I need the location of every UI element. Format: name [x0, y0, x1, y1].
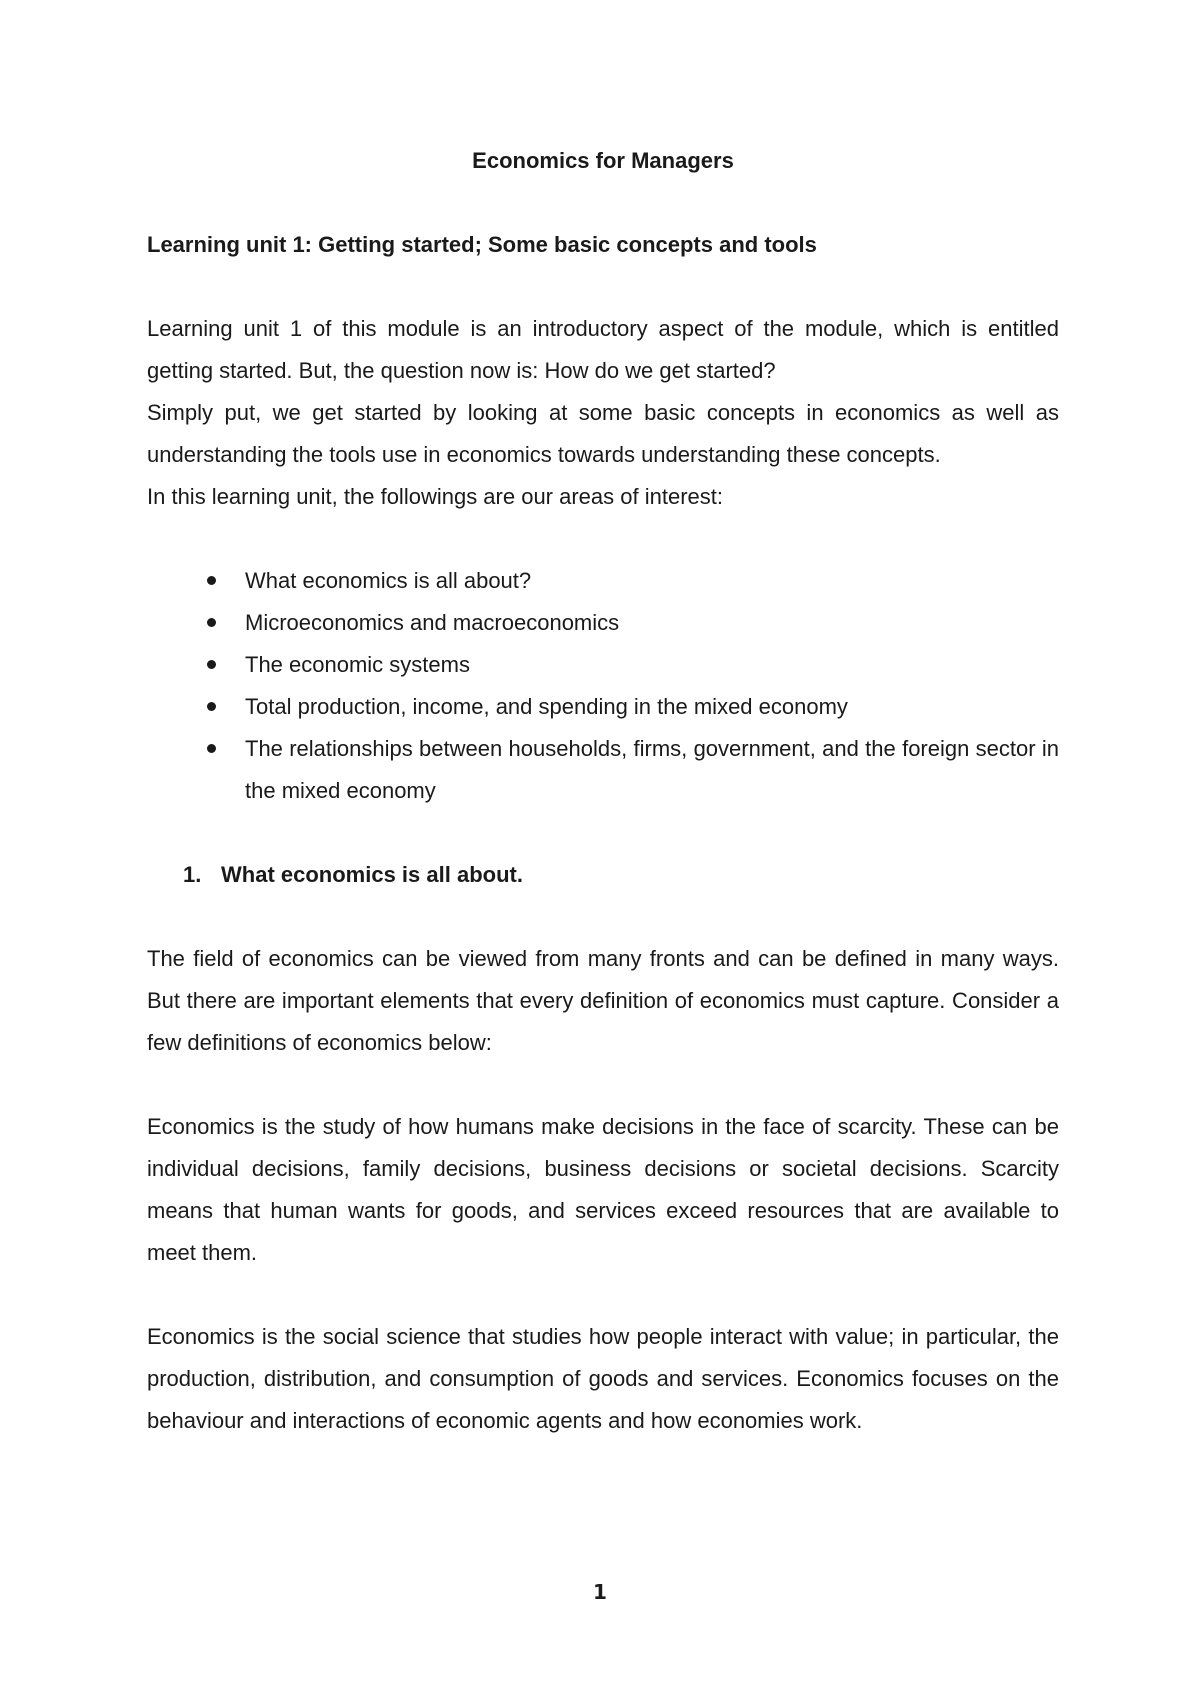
list-item: [147, 644, 1059, 686]
bullet-icon: [207, 744, 216, 753]
document-content: [147, 140, 1059, 1442]
section-1-paragraph-3: Economics is the social science that studies how people interact with value; in particular, the production, distribution, and consumption of goods and services. Economics focuses on the behaviour and interactions of economic agents and how economies work.: [147, 1324, 1059, 1433]
section-1-paragraph-2: Economics is the study of how humans make decisions in the face of scarcity. These can be individual decisions, family decisions, business decisions or societal decisions. Scarcity means that human wants for goods, and services exceed resources that are available to meet them.: [147, 1114, 1059, 1265]
list-item-text: Total production, income, and spending in the mixed economy: [245, 694, 848, 719]
intro-paragraph-3: In this learning unit, the followings are our areas of interest:: [147, 484, 723, 509]
list-item-text: The economic systems: [245, 652, 470, 677]
intro-paragraph-1: Learning unit 1 of this module is an introductory aspect of the module, which is entitled getting started. But, the question now is: How do we get started?: [147, 316, 1059, 383]
bullet-icon: [207, 660, 216, 669]
page-number: 1: [593, 1580, 607, 1604]
bullet-icon: [207, 576, 216, 585]
document-title: Economics for Managers: [472, 148, 734, 173]
list-item: [147, 728, 1059, 812]
learning-unit-heading: Learning unit 1: Getting started; Some basic concepts and tools: [147, 232, 817, 257]
list-item-text: The relationships between households, firms, government, and the foreign sector in the mixed economy: [245, 736, 1059, 803]
bullet-icon: [207, 702, 216, 711]
list-item: [147, 560, 1059, 602]
list-item-text: Microeconomics and macroeconomics: [245, 610, 620, 635]
intro-paragraph-2: Simply put, we get started by looking at some basic concepts in economics as well as understanding the tools use in economics towards understanding these concepts.: [147, 400, 1059, 467]
areas-of-interest-list: [147, 560, 1059, 812]
section-title: What economics is all about.: [221, 862, 523, 887]
section-number: 1.: [183, 862, 202, 887]
bullet-icon: [207, 618, 216, 627]
list-item: [147, 602, 1059, 644]
list-item-text: What economics is all about?: [245, 568, 532, 593]
section-1-heading: [147, 854, 1059, 896]
section-1-paragraph-1: The field of economics can be viewed from many fronts and can be defined in many ways. But there are important elements that every definition of economics must capture. Consider a few definitions of economics below:: [147, 946, 1059, 1055]
list-item: [147, 686, 1059, 728]
